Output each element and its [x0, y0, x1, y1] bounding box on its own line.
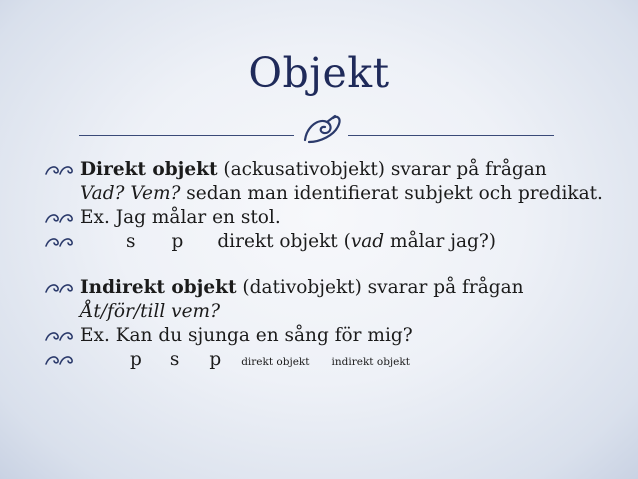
- term-direkt-objekt: Direkt objekt: [80, 159, 218, 180]
- term-indirekt-objekt: Indirekt objekt: [80, 277, 237, 298]
- slide-body: [44, 158, 604, 374]
- question-vad: vad: [350, 231, 385, 252]
- title-rule-right: [348, 135, 554, 136]
- list-item-example-2: [44, 324, 604, 348]
- label-p2: p: [209, 349, 222, 370]
- curled-arrow-bullet-icon: [44, 281, 74, 295]
- label-s2: s: [169, 349, 180, 370]
- list-item-example-1: [44, 206, 604, 230]
- list-item-analysis-1: [44, 230, 604, 254]
- direkt-objekt-question: Vad? Vem?: [80, 183, 181, 204]
- list-item-analysis-2: [44, 348, 604, 374]
- slide-title: Objekt: [248, 49, 390, 97]
- direkt-objekt-desc-end: sedan man identifierat subjekt och predikat.: [180, 183, 603, 204]
- label-direkt-objekt-end: målar jag?): [384, 231, 497, 252]
- label-direkt-objekt-small: direkt objekt: [241, 356, 310, 368]
- example-2-text: Ex. Kan du sjunga en sång för mig?: [80, 325, 413, 346]
- indirekt-objekt-desc: (dativobjekt) svarar på frågan: [236, 277, 524, 298]
- list-item-indirekt-objekt: [44, 276, 604, 324]
- curled-arrow-bullet-icon: [44, 353, 74, 367]
- label-direkt-objekt: direkt objekt (: [217, 231, 351, 252]
- title-rule-left: [79, 135, 294, 136]
- list-item-direkt-objekt: [44, 158, 604, 206]
- example-1-text: Ex. Jag målar en stol.: [80, 207, 281, 228]
- label-p: p: [171, 231, 184, 252]
- curled-arrow-bullet-icon: [44, 329, 74, 343]
- curled-arrow-bullet-icon: [44, 235, 74, 249]
- label-indirekt-objekt-small: indirekt objekt: [331, 356, 410, 368]
- label-s: s: [126, 231, 136, 252]
- swirl-ornament-icon: [297, 112, 347, 146]
- direkt-objekt-desc: (ackusativobjekt) svarar på frågan: [217, 159, 547, 180]
- label-p1: p: [130, 349, 142, 370]
- curled-arrow-bullet-icon: [44, 211, 74, 225]
- indirekt-objekt-question: Åt/för/till vem?: [80, 301, 221, 322]
- curled-arrow-bullet-icon: [44, 163, 74, 177]
